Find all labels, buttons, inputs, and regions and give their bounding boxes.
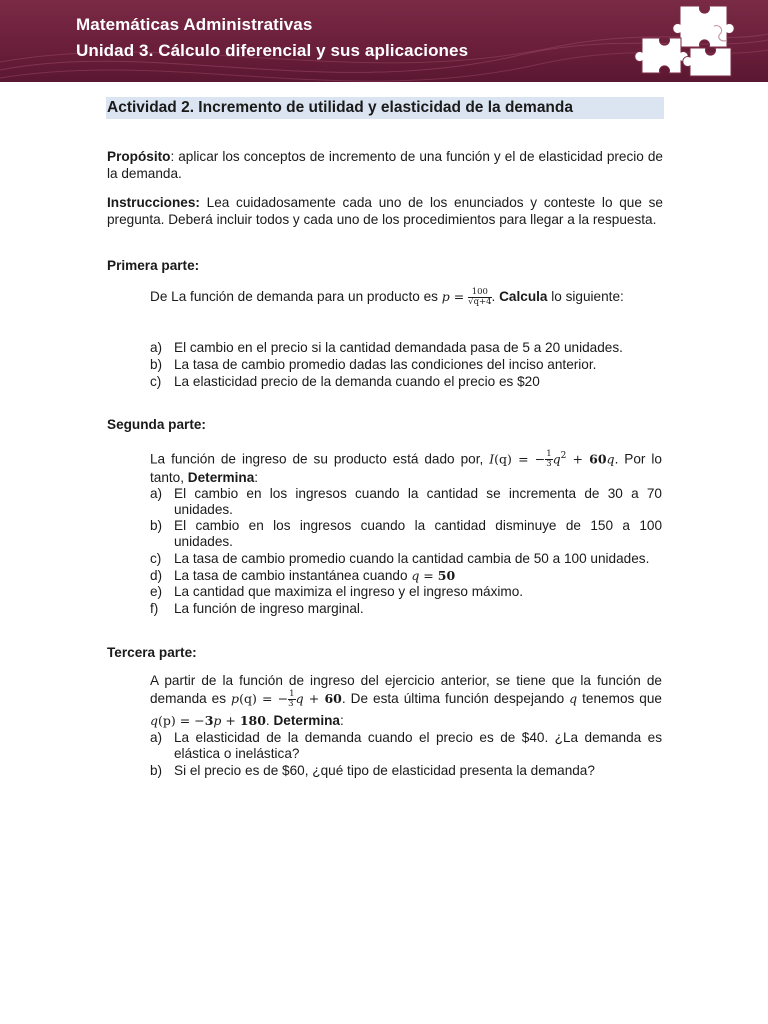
segunda-intro-text: La función de ingreso de su producto está dado por, [150, 451, 490, 467]
formula-equals: = [449, 289, 469, 305]
f2-var: p [213, 713, 222, 728]
tercera-line2-var: q [569, 691, 578, 707]
header-banner [0, 0, 768, 82]
income-fraction-den: 3 [546, 459, 552, 470]
f2-val: 180 [239, 713, 266, 728]
formula-I-q: q [552, 451, 561, 467]
f1-fraction [288, 690, 295, 709]
segunda-item-a-label: a) [150, 486, 163, 501]
f1-eq: = − [256, 691, 289, 707]
proposito-text: : aplicar los conceptos de incremento de una función y el de elasticidad precio de la demanda. [107, 149, 663, 181]
segunda-item-d-text: La tasa de cambio instantánea cuando [174, 568, 412, 583]
primera-intro-text: De La función de demanda para un producto es [150, 289, 442, 305]
primera-parte-heading: Primera parte: [107, 258, 200, 273]
tercera-item-b-label: b) [150, 763, 163, 778]
primera-intro [150, 288, 670, 307]
f1-fraction-den: 3 [288, 699, 294, 709]
puzzle-logo-icon [628, 2, 738, 78]
segunda-item-f-label: f) [150, 601, 159, 616]
formula-I-var: q [606, 451, 615, 467]
f2-coef: 3 [204, 713, 214, 728]
primera-item-c: La elasticidad precio de la demanda cuando el precio es $20 [174, 374, 540, 389]
instrucciones-paragraph [107, 194, 663, 228]
f2-eq: = − [175, 713, 205, 728]
segunda-item-c-label: c) [150, 551, 162, 566]
segunda-item-e: La cantidad que maximiza el ingreso y el ingreso máximo. [174, 584, 524, 599]
f1-p: p [231, 691, 240, 707]
course-title: Matemáticas Administrativas [76, 15, 313, 34]
tercera-item-b: Si el precio es de $60, ¿qué tipo de elasticidad presenta la demanda? [174, 763, 595, 778]
segunda-item-a-line2: unidades. [174, 502, 233, 517]
income-fraction-num: 1 [546, 449, 552, 460]
tercera-item-a-line1: La elasticidad de la demanda cuando el precio es de $40. ¿La demanda es [174, 730, 662, 745]
formula-I: I [489, 451, 495, 467]
tercera-line1: A partir de la función de ingreso del ejercicio anterior, se tiene que la función de [150, 673, 662, 688]
f2-plus: + [221, 713, 240, 728]
unit-title: Unidad 3. Cálculo diferencial y sus aplicaciones [76, 41, 469, 60]
tercera-line2-mid: . De esta última función despejando [341, 691, 570, 707]
segunda-item-d [174, 567, 455, 584]
segunda-parte-heading: Segunda parte: [107, 417, 206, 432]
activity-title: Actividad 2. Incremento de utilidad y elasticidad de la demanda [107, 99, 573, 116]
tercera-line3-post: : [339, 713, 344, 728]
calcula-bold: Calcula [495, 289, 548, 305]
primera-item-b: La tasa de cambio promedio dadas las condiciones del inciso anterior. [174, 357, 597, 372]
tercera-item-a-label: a) [150, 730, 163, 745]
fraction-denominator: √q+4 [468, 297, 492, 307]
determina-bold: Determina [184, 470, 255, 486]
tercera-line2 [150, 690, 662, 709]
segunda-item-e-label: e) [150, 584, 163, 599]
item-d-val: 50 [437, 568, 456, 583]
formula-I-plus: + [566, 451, 590, 467]
f2-q: q [150, 713, 159, 728]
segunda-intro-mid: . Por lo tanto, [150, 451, 662, 486]
instrucciones-text: Lea cuidadosamente cada uno de los enunciados y conteste lo que se pregunta. Deberá incluir todos y cada uno de los procedimientos para llegar a la respuesta. [107, 195, 663, 227]
tercera-parte-heading: Tercera parte: [107, 645, 197, 660]
item-d-q: q [411, 568, 420, 583]
segunda-intro [150, 447, 662, 487]
tercera-item-a-line2: elástica o inelástica? [174, 746, 300, 761]
f1-arg: (q) [239, 691, 257, 707]
formula-I-coef: 60 [589, 451, 607, 467]
segunda-intro-post: : [254, 470, 259, 486]
proposito-label: Propósito [107, 149, 171, 164]
tercera-line2-pre: demanda es [150, 691, 232, 707]
tercera-line3-dot: . [265, 713, 270, 728]
tercera-determina-bold: Determina [269, 713, 340, 728]
tercera-line3 [150, 712, 344, 729]
income-fraction [545, 450, 552, 469]
primera-dot: . [491, 289, 496, 305]
segunda-item-b-line1: El cambio en los ingresos cuando la cantidad disminuye de 150 a 100 [174, 518, 662, 533]
primera-item-a-label: a) [150, 340, 163, 355]
fraction-numerator: 100 [468, 288, 491, 298]
formula-I-square: 2 [560, 451, 567, 461]
primera-item-a: El cambio en el precio si la cantidad demandada pasa de 5 a 20 unidades. [174, 340, 623, 355]
f1-val: 60 [324, 691, 342, 707]
segunda-item-b-line2: unidades. [174, 534, 233, 549]
segunda-item-d-label: d) [150, 568, 163, 583]
demand-fraction [468, 288, 491, 307]
formula-p: p [441, 289, 450, 305]
proposito-paragraph [107, 148, 663, 182]
formula-I-eq: = − [511, 451, 546, 467]
segunda-item-b-label: b) [150, 518, 163, 533]
tercera-line2-post: tenemos que [577, 691, 662, 707]
primera-item-b-label: b) [150, 357, 163, 372]
item-d-eq: = [419, 568, 438, 583]
segunda-item-c: La tasa de cambio promedio cuando la cantidad cambia de 50 a 100 unidades. [174, 551, 650, 566]
f2-arg: (p) [158, 713, 176, 728]
segunda-item-a-line1: El cambio en los ingresos cuando la cantidad se incrementa de 30 a 70 [174, 486, 662, 501]
formula-I-arg: (q) [494, 451, 512, 467]
f1-q: q [295, 691, 304, 707]
f1-plus: + [303, 691, 325, 707]
segunda-item-f: La función de ingreso marginal. [174, 601, 364, 616]
primera-intro-post: lo siguiente: [547, 289, 624, 305]
primera-item-c-label: c) [150, 374, 162, 389]
f1-fraction-num: 1 [289, 689, 295, 699]
instrucciones-label: Instrucciones: [107, 195, 200, 210]
